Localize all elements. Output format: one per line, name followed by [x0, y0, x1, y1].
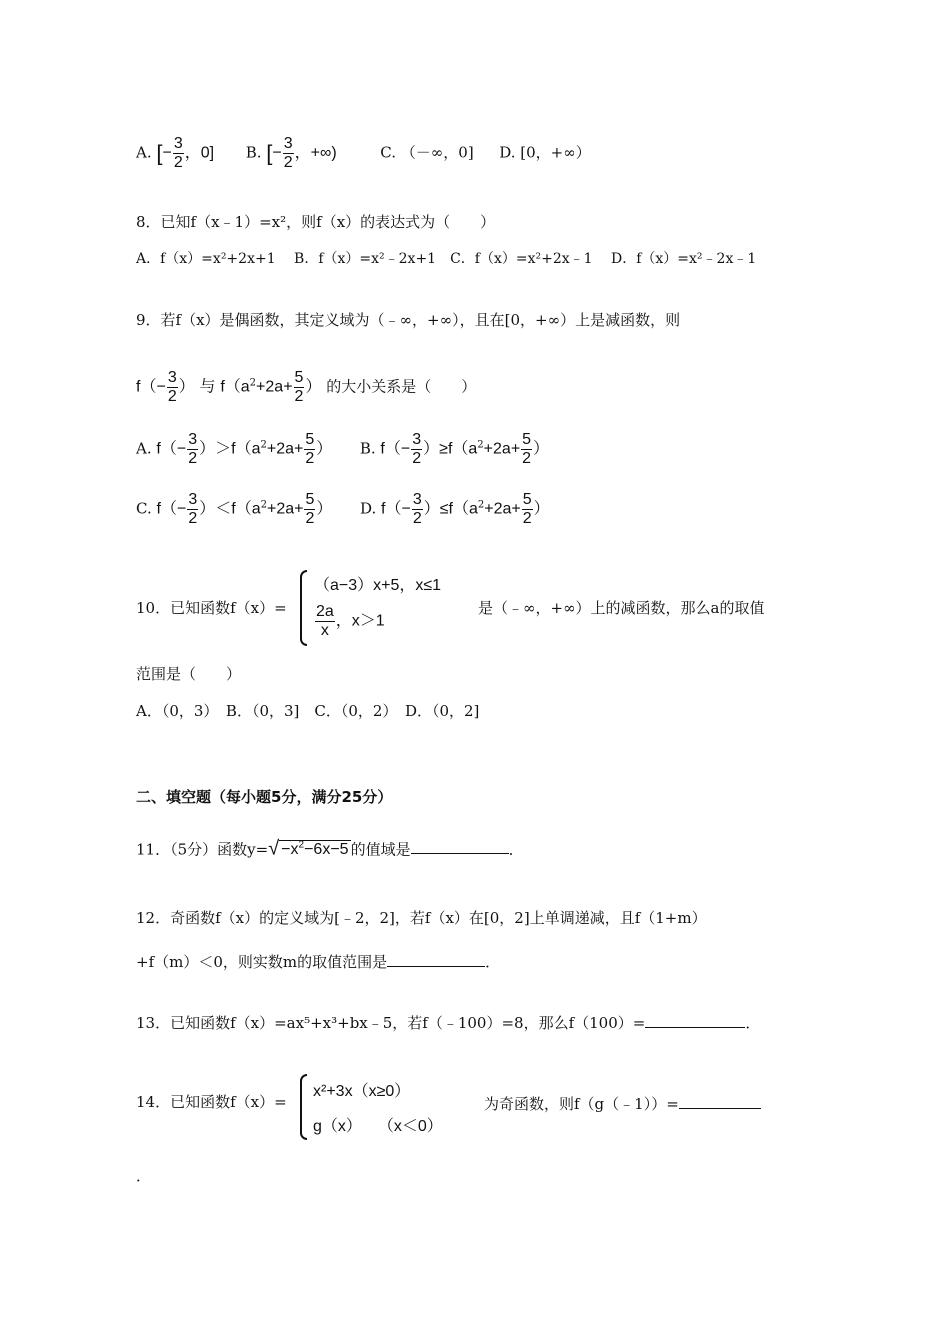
- q9-expr-close: ）: [305, 378, 322, 396]
- fraction-denominator: 2: [305, 450, 315, 467]
- q12-end: ．: [485, 953, 501, 971]
- fraction-numerator: 3: [167, 369, 177, 386]
- q9-rp: ）: [199, 440, 216, 458]
- q12-answer-blank[interactable]: [387, 950, 485, 967]
- q13-answer-blank[interactable]: [645, 1011, 745, 1028]
- fraction: [522, 492, 533, 527]
- q9-compare-tail: 的大小关系是（ ）: [326, 377, 477, 396]
- q9-compare-line: [136, 370, 476, 405]
- fraction: [304, 432, 315, 467]
- q7-option-b-fraction: [283, 136, 294, 171]
- q9-f: f: [156, 500, 161, 518]
- q9-square: 2: [260, 499, 267, 511]
- q14-piece-1: x²+3x（x≥0）: [313, 1083, 411, 1100]
- fraction-denominator: 2: [522, 450, 532, 467]
- q9-options-cd: [136, 492, 550, 527]
- section-heading: 二、填空题（每小题5分，满分25分）: [136, 788, 393, 806]
- fraction-numerator: 3: [412, 431, 422, 448]
- q10-stem-head: 10．已知函数f（x）=: [136, 599, 287, 617]
- q13-line: [136, 1011, 760, 1033]
- q14-answer-blank[interactable]: [679, 1092, 761, 1109]
- q9-option-b-label: B.: [359, 439, 376, 458]
- q9-lp: （−: [385, 500, 411, 518]
- q9-square: 2: [477, 499, 485, 511]
- fraction: [294, 370, 305, 405]
- q7-option-a-open: [: [156, 140, 163, 166]
- q9-expr-mid: +2a+: [266, 500, 304, 518]
- q11-radicand-head: −x: [281, 841, 299, 859]
- q14-tail: 为奇函数，则f（g（﹣1））=: [484, 1095, 679, 1113]
- fraction-denominator: 2: [188, 510, 198, 527]
- fraction-numerator: 3: [188, 491, 198, 508]
- fraction: [187, 432, 198, 467]
- q9-lp: （−: [160, 440, 187, 458]
- q9-f: f: [381, 500, 386, 518]
- q9-square: 2: [260, 439, 267, 451]
- q9-expr-mid: +2a+: [483, 440, 521, 458]
- q10-options: A．（0，3） B．（0，3] C．（0，2） D．（0，2]: [136, 702, 480, 720]
- q10-stem-cont: 范围是（ ）: [136, 665, 242, 683]
- q7-option-d: D. [0，+∞）: [499, 143, 591, 162]
- q9-expr-close: ）: [316, 440, 333, 458]
- q11-end: ．: [508, 840, 524, 859]
- q9-lp: （−: [140, 378, 166, 396]
- q11-head: 11．（5分）函数y=: [136, 840, 269, 859]
- q7-option-c: C. （－∞，0]: [380, 143, 474, 162]
- q11-line: [136, 836, 524, 860]
- q7-option-a-label: A.: [136, 143, 152, 162]
- fraction: [411, 432, 422, 467]
- q9-square: 2: [249, 377, 257, 389]
- fraction-denominator: 2: [305, 510, 315, 527]
- q9-rel-d: ≤: [439, 500, 449, 518]
- q13-text: 13．已知函数f（x）=ax⁵+x³+bx﹣5，若f（﹣100）=8，那么f（100）=: [136, 1014, 646, 1032]
- q7-option-b-minus: −: [272, 144, 282, 162]
- q9-expr-mid: +2a+: [484, 500, 521, 518]
- q9-option-c-label: C.: [136, 499, 152, 518]
- q9-expr-head: f（a: [231, 440, 261, 458]
- q7-option-b-rest: ，+∞): [294, 144, 337, 162]
- fraction: [412, 492, 423, 527]
- q9-square: 2: [477, 439, 484, 451]
- q14-end: ．: [136, 1167, 152, 1185]
- q9-rp: ）: [178, 378, 195, 396]
- q10-stem-tail: 是（﹣∞，+∞）上的减函数，那么a的取值: [478, 599, 765, 617]
- q9-rp: ）: [423, 500, 440, 518]
- q7-options: [136, 136, 591, 171]
- q9-expr-mid: +2a+: [256, 378, 293, 396]
- q9-option-a-label: A.: [136, 439, 152, 458]
- fraction-numerator: 5: [294, 369, 304, 386]
- q14-head: 14．已知函数f（x）=: [136, 1093, 287, 1111]
- q9-expr-close: ）: [316, 500, 333, 518]
- q8-stem: 8．已知f（x﹣1）=x²，则f（x）的表达式为（ ）: [136, 213, 496, 231]
- q9-expr-mid: +2a+: [266, 440, 304, 458]
- q9-lp: （−: [160, 500, 187, 518]
- q9-rp: ）: [423, 440, 440, 458]
- fraction-numerator: 3: [412, 491, 422, 508]
- q14-piece-2: g（x） （x＜0）: [313, 1118, 443, 1135]
- q7-option-a-fraction: [173, 136, 184, 171]
- fraction-denominator: 2: [294, 388, 304, 405]
- q9-option-d-label: D.: [359, 499, 377, 518]
- fraction-numerator: 5: [305, 431, 315, 448]
- q8-options: A．f（x）=x²+2x+1 B．f（x）=x²﹣2x+1 C．f（x）=x²+2x﹣1 D．f（x）=x²﹣2x﹣1: [136, 251, 757, 267]
- q11-answer-blank[interactable]: [411, 837, 509, 854]
- q9-expr-close: ）: [533, 440, 550, 458]
- q9-expr-head: f（a: [231, 500, 261, 518]
- q9-f: f: [380, 440, 385, 458]
- q11-radicand-rest: −6x−5: [304, 841, 349, 859]
- fraction-denominator: 2: [412, 510, 422, 527]
- q9-f: f: [156, 440, 161, 458]
- q12-line-2-text: +f（m）＜0，则实数m的取值范围是: [136, 953, 388, 971]
- fraction-numerator: 5: [522, 491, 532, 508]
- q9-stem: 9．若f（x）是偶函数，其定义域为（﹣∞，+∞），且在[0，+∞）上是减函数，则: [136, 311, 681, 329]
- fraction-denominator: 2: [522, 510, 532, 527]
- fraction: [187, 492, 198, 527]
- fraction-numerator: 3: [188, 431, 198, 448]
- q12-line-1: 12．奇函数f（x）的定义域为[﹣2，2]，若f（x）在[0，2]上单调递减，且f（1+m）: [136, 909, 707, 927]
- q9-rp: ）: [199, 500, 216, 518]
- q11-radicand: [279, 840, 350, 858]
- fraction-denominator: 2: [412, 450, 422, 467]
- q14-tail-line: [484, 1092, 761, 1114]
- fraction-denominator: 2: [188, 450, 198, 467]
- fraction-numerator: 5: [305, 491, 315, 508]
- q7-option-b-open: [: [266, 140, 273, 166]
- fraction-numerator: 2a: [316, 603, 334, 620]
- fraction: [304, 492, 315, 527]
- q9-expr-head: f（a: [448, 500, 478, 518]
- q10-piece-2-rest: ，x＞1: [335, 612, 385, 630]
- q9-yu: 与: [199, 378, 216, 396]
- q7-option-b-label: B.: [245, 143, 262, 162]
- fraction-denominator: x: [320, 622, 329, 639]
- fraction: [315, 604, 335, 639]
- fraction-numerator: 5: [522, 431, 532, 448]
- q12-line-2: [136, 950, 500, 972]
- fraction: [167, 370, 178, 405]
- q9-f: f: [136, 378, 141, 396]
- fraction-numerator: 3: [173, 135, 183, 152]
- q9-options-ab: [136, 432, 549, 467]
- q9-lp: （−: [384, 440, 411, 458]
- q7-option-a-rest: ，0]: [184, 144, 215, 162]
- q10-piece-2: [314, 604, 385, 639]
- sqrt-icon: √: [268, 837, 280, 860]
- q9-rel-a: ＞: [215, 440, 232, 458]
- q9-expr-head: f（a: [220, 378, 250, 396]
- q9-rel-c: ＜: [215, 500, 232, 518]
- q11-square: 2: [298, 840, 305, 851]
- q14-brace: [300, 1074, 307, 1140]
- q9-expr-head: f（a: [447, 440, 478, 458]
- q10-brace: [300, 570, 307, 646]
- q10-piece-1: （a−3）x+5，x≤1: [314, 577, 442, 594]
- q9-rel-b: ≥: [439, 440, 448, 458]
- q13-end: ．: [745, 1014, 761, 1032]
- q9-expr-close: ）: [533, 500, 550, 518]
- q7-option-a-minus: −: [162, 144, 172, 162]
- fraction-denominator: 2: [173, 154, 183, 171]
- fraction-numerator: 3: [283, 135, 293, 152]
- fraction: [521, 432, 532, 467]
- q11-tail: 的值域是: [350, 840, 411, 859]
- fraction-denominator: 2: [167, 388, 177, 405]
- fraction-denominator: 2: [283, 154, 293, 171]
